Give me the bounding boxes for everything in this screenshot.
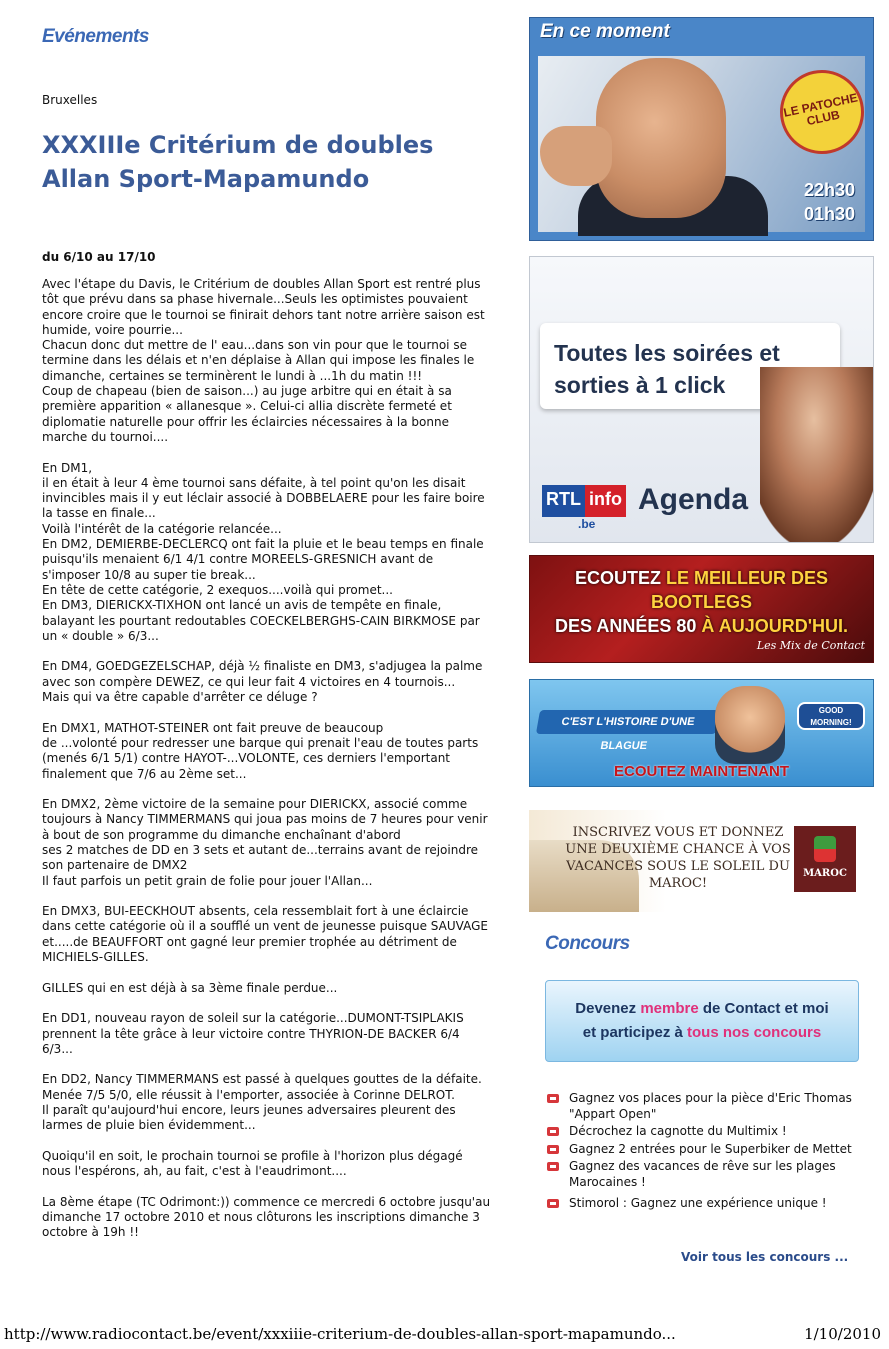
footer-date: 1/10/2010 (804, 1325, 881, 1343)
article-paragraph: En DM1, il en était à leur 4 ème tournoi sans défaite, à tel point qu'on les disait invincibles mais il y eut léclair associé à DOBBELAERE pour les faire boire la tasse en finale... Voilà l'intérêt de la catégorie relancée... En DM2, DEMIERBE-DECLERCQ ont fait la pluie et le beau temps en finale puisqu'ils menaient 6/1 4/1 contre MOREELS-GRESNICH avant de s'imposer 10/8 au super tie break... En tête de cette catégorie, 2 exequos....voilà qui promet... En DM3, DIERICKX-TIXHON ont lancé un avis de tempête en finale, balayant les pourtant redoutables COECKELBERGHS-CAIN BIRKMOSE par un « double » 6/3... (42, 460, 485, 643)
event-title: XXXIIIe Critérium de doubles Allan Sport-Mapamundo (42, 131, 434, 193)
blague-host-photo (715, 686, 785, 764)
show-end-time: 01h30 (803, 204, 855, 224)
contest-link[interactable]: Stimorol : Gagnez une expérience unique ! (569, 1196, 827, 1210)
blague-title: C'EST L'HISTOIRE D'UNE BLAGUE (536, 710, 720, 734)
bullet-icon (547, 1127, 559, 1136)
contest-list (547, 1091, 867, 1214)
concours-banner-text (546, 997, 858, 1045)
contest-item[interactable] (547, 1091, 867, 1122)
article-paragraph: En DD2, Nancy TIMMERMANS est passé à quelques gouttes de la défaite. Menée 7/5 5/0, elle réussit à l'emporter, associée à Corinne DELROT. Il paraît qu'aujourd'hui encore, leurs jeunes adversaires pleurent des larmes de pluie bien évidemment... (42, 1072, 482, 1133)
rtl-logo-part: RTL (542, 485, 585, 517)
agenda-tagline: Toutes les soirées et sorties à 1 click (554, 340, 780, 398)
bullet-icon (547, 1094, 559, 1103)
maroc-logo (794, 826, 856, 892)
show-logo: LE PATOCHE CLUB (772, 62, 872, 162)
show-start-time: 22h30 (803, 180, 855, 200)
article-paragraph: GILLES qui en est déjà à sa 3ème finale perdue... (42, 980, 338, 995)
concours-text-part: de Contact et moi (698, 1000, 829, 1017)
concours-banner[interactable] (545, 980, 859, 1062)
host-face-shape (596, 58, 726, 218)
host-photo (538, 56, 865, 232)
see-all-contests-link[interactable]: Voir tous les concours ... (681, 1250, 849, 1264)
contest-link[interactable]: Décrochez la cagnotte du Multimix ! (569, 1124, 787, 1138)
bullet-icon (547, 1162, 559, 1171)
bullet-icon (547, 1145, 559, 1154)
agenda-woman-photo (760, 367, 874, 542)
contest-link[interactable]: Gagnez vos places pour la pièce d'Eric Thomas "Appart Open" (569, 1091, 852, 1121)
article-body (42, 277, 494, 1256)
bootlegs-text-part: À AUJOURD'HUI. (701, 616, 848, 636)
section-heading: Evénements (42, 26, 149, 47)
concours-text-part: et participez à (582, 1024, 687, 1041)
bootlegs-text-part: ECOUTEZ (574, 568, 666, 588)
maroc-logo-text: MAROC (803, 868, 847, 879)
article-paragraph: En DMX3, BUI-EECKHOUT absents, cela ressemblait fort à une éclaircie dans cette catégorie où il a soufflé un vent de jeunesse puisque SAUVAGE et.....de BEAUFFORT ont gagné leur premier trophée au détriment de MICHIELS-GILLES. (42, 904, 488, 965)
agenda-word: Agenda (638, 483, 749, 516)
rtl-be-suffix: .be (578, 517, 596, 531)
maroc-emblem-icon (814, 836, 836, 862)
concours-text-part: tous nos concours (687, 1024, 822, 1041)
contest-link[interactable]: Gagnez 2 entrées pour le Superbiker de Mettet (569, 1141, 852, 1156)
contest-item[interactable] (547, 1124, 867, 1140)
good-morning-logo: GOOD MORNING! (797, 702, 865, 730)
article-paragraph: En DM4, GOEDGEZELSCHAP, déjà ½ finaliste en DM3, s'adjugea la palme avec son compère DEWEZ, ce qui leur fait 4 victoires en 4 tournois... Mais qui va être capable d'arrêter ce déluge ? (42, 659, 483, 705)
contest-item[interactable] (547, 1196, 867, 1212)
concours-text-part: Devenez (575, 1000, 641, 1017)
article-paragraph: En DMX1, MATHOT-STEINER ont fait preuve de beaucoup de ...volonté pour redresser une barque qui prenait l'eau de toutes parts (menés 6/1 5/1) contre HAYOT-...VOLONTE, ces derniers l'emportant finalement que 7/6 au 2ème set... (42, 720, 479, 781)
bootlegs-text-part: DES ANNÉES 80 (554, 616, 702, 636)
bootlegs-ad[interactable] (529, 555, 874, 663)
concours-text-part: membre (640, 1000, 699, 1017)
contest-item[interactable] (547, 1159, 867, 1190)
info-logo-part: info (585, 485, 626, 517)
bootlegs-headline (530, 566, 873, 638)
footer-url: http://www.radiocontact.be/event/xxxiiie-criterium-de-doubles-allan-sport-mapamundo... (4, 1325, 676, 1343)
maroc-ad[interactable] (529, 810, 872, 912)
concours-heading: Concours (545, 933, 630, 954)
event-dates: du 6/10 au 17/10 (42, 250, 156, 264)
article-paragraph: En DMX2, 2ème victoire de la semaine pour DIERICKX, associé comme toujours à Nancy TIMMERMANS qui joua pas moins de 7 heures pour venir à bout de son programme du dimanche enchaînant d'abord ses 2 matches de DD en 3 sets et autant de...terrains avant de rejoindre son partenaire de DMX2 Il faut parfois un petit grain de folie pour jouer l'Allan... (42, 797, 488, 888)
on-air-banner[interactable] (529, 17, 874, 241)
maroc-text: INSCRIVEZ VOUS ET DONNEZ UNE DEUXIÈME CHANCE À VOS VACANCES SOUS LE SOLEIL DU MAROC! (565, 825, 791, 891)
rtl-info-logo (542, 485, 626, 517)
pointing-hand-shape (540, 126, 612, 186)
bullet-icon (547, 1199, 559, 1208)
blague-ad[interactable] (529, 679, 874, 787)
bootlegs-text-part: LE MEILLEUR DES BOOTLEGS (650, 568, 829, 612)
article-paragraph: Avec l'étape du Davis, le Critérium de doubles Allan Sport est rentré plus tôt que prévu dans sa phase hivernale...Seuls les optimistes pouvaient encore croire que le tournoi se finirait dehors tant notre arrière saison est humide, voire pourrie... Chacun donc dut mettre de l' eau...dans son vin pour que le tournoi se termine dans les délais et n'en déplaise à Allan qui impose les finales le dimanche, certaines se terminèrent le lundi à ...1h du matin !!! Coup de chapeau (bien de saison...) au juge arbitre qui en était à sa première apparition « allanesque ». Celui-ci allia discrète fermeté et diplomatie naturelle pour offrir les éclaircies nécessaires à la bonne marche du tournoi.... (42, 277, 485, 444)
contest-item[interactable] (547, 1142, 867, 1158)
article-paragraph: La 8ème étape (TC Odrimont:)) commence ce mercredi 6 octobre jusqu'au dimanche 17 octobre 2010 et nous clôturons les inscriptions dimanche 3 octobre à 19h !! (42, 1194, 491, 1240)
on-air-heading: En ce moment (540, 21, 670, 42)
article-paragraph: Quoiqu'il en soit, le prochain tournoi se profile à l'horizon plus dégagé nous l'espérons, ah, au fait, c'est à l'eaudrimont.... (42, 1148, 463, 1179)
bootlegs-signature: Les Mix de Contact (756, 639, 865, 652)
contest-link[interactable]: Gagnez des vacances de rêve sur les plages Marocaines ! (569, 1159, 836, 1189)
article-paragraph: En DD1, nouveau rayon de soleil sur la catégorie...DUMONT-TSIPLAKIS prennent la tête grâce à leur victoire contre THYRION-DE BACKER 6/4 6/3... (42, 1011, 464, 1056)
event-location: Bruxelles (42, 93, 98, 107)
agenda-ad[interactable] (529, 256, 874, 543)
listen-now-link[interactable]: ECOUTEZ MAINTENANT (614, 763, 789, 780)
